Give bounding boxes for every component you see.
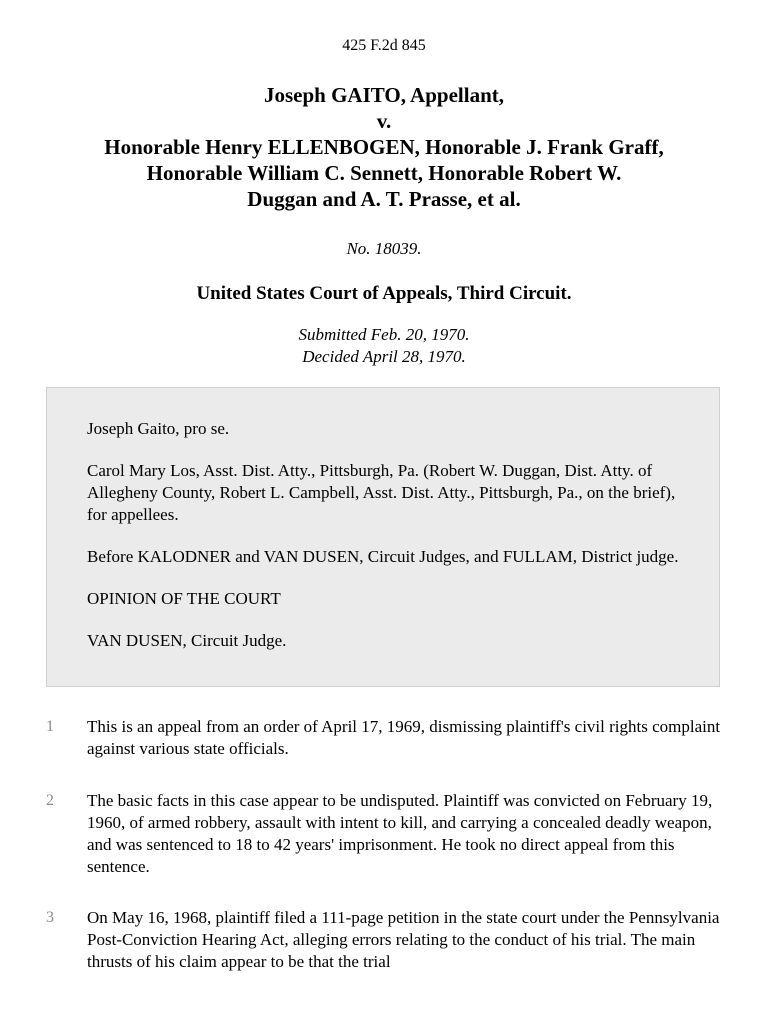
paragraph-number: 2 xyxy=(46,792,54,809)
paragraph-text: The basic facts in this case appear to be undisputed. Plaintiff was convicted on February 19, 1960, of armed robbery, assault with intent to kill, and carrying a concealed deadly weapon, and was sentenced to 18 to 42 years' imprisonment. He took no direct appeal from this sentence. xyxy=(87,791,713,876)
versus-line: v. xyxy=(376,109,392,133)
pro-se-line: Joseph Gaito, pro se. xyxy=(87,419,230,438)
opinion-author: VAN DUSEN, Circuit Judge. xyxy=(87,631,287,650)
case-title xyxy=(30,82,738,212)
submitted-date: Submitted Feb. 20, 1970. xyxy=(298,325,470,344)
appellees-line-3: Duggan and A. T. Prasse, et al. xyxy=(247,187,521,211)
appellees-line-1: Honorable Henry ELLENBOGEN, Honorable J. Frank Graff, xyxy=(104,135,664,159)
decided-date: Decided April 28, 1970. xyxy=(302,347,466,366)
opinion-heading: OPINION OF THE COURT xyxy=(87,589,281,608)
appellant-line: Joseph GAITO, Appellant, xyxy=(263,83,504,107)
panel-line: Before KALODNER and VAN DUSEN, Circuit Judges, and FULLAM, District judge. xyxy=(87,547,679,566)
case-citation: 425 F.2d 845 xyxy=(342,37,426,54)
appellees-line-2: Honorable William C. Sennett, Honorable Robert W. xyxy=(146,161,622,185)
case-dates xyxy=(0,324,768,368)
paragraph-text: This is an appeal from an order of April 17, 1969, dismissing plaintiff's civil rights complaint against various state officials. xyxy=(87,717,721,758)
docket-number: No. 18039. xyxy=(346,239,422,258)
paragraph-text: On May 16, 1968, plaintiff filed a 111-page petition in the state court under the Pennsylvania Post-Conviction Hearing Act, alleging errors relating to the conduct of his trial. The main thrusts of his claim appear to be that the trial xyxy=(87,908,720,971)
case-header-box xyxy=(46,387,720,687)
paragraph-number: 3 xyxy=(46,909,54,926)
paragraph-number: 1 xyxy=(46,718,54,735)
court-name: United States Court of Appeals, Third Circuit. xyxy=(196,283,572,304)
counsel-line: Carol Mary Los, Asst. Dist. Atty., Pittsburgh, Pa. (Robert W. Duggan, Dist. Atty. of Allegheny County, Robert L. Campbell, Asst. Dist. Atty., Pittsburgh, Pa., on the brief), for appellees. xyxy=(87,461,676,524)
